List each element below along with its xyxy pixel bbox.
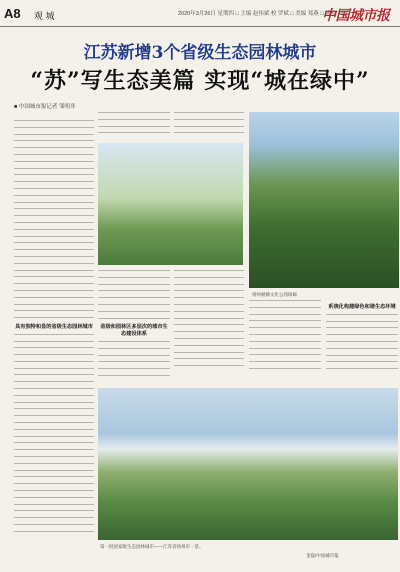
photo-credit: 金磊/中国城市报 xyxy=(306,553,339,558)
masthead xyxy=(0,0,400,27)
photo-riverside-park xyxy=(98,388,398,540)
body-text-block xyxy=(98,112,170,133)
kicker-headline: 江苏新增3个省级生态园林城市 xyxy=(83,43,317,63)
body-text-block xyxy=(174,112,244,133)
page-number: A8 xyxy=(4,6,21,21)
article-column-1 xyxy=(14,112,94,538)
article-column-2-lower xyxy=(98,270,170,382)
subhead-3: 系统化构建绿色和谐生态环境 xyxy=(328,304,396,310)
body-text-block xyxy=(174,270,244,366)
subhead-1: 具有独特和显的省级生态园林城市 xyxy=(15,323,93,330)
article-column-3 xyxy=(174,112,244,139)
main-headline: “苏”写生态美篇 实现“城在绿中” xyxy=(30,68,370,94)
photo-city-skyline xyxy=(98,143,243,265)
body-text-block xyxy=(326,314,398,369)
dateline: 2020年3月26日 星期四 □ 主编 赵伟斌 校 罗斌 □ 美编 郑燕 □ 质检 刘军 xyxy=(178,11,349,17)
section-name: 观 城 xyxy=(34,11,55,21)
newspaper-logo: 中国城市报 xyxy=(322,8,390,24)
body-text-block xyxy=(98,270,170,319)
body-text-block xyxy=(14,120,94,318)
photo-caption: 第一批国家级生态园林城市——江苏省扬州市一景。 xyxy=(100,544,204,549)
subhead-2: 省级和园林区多层次的城市生态建设体系 xyxy=(100,324,168,338)
body-text-block xyxy=(98,341,170,376)
article-column-5 xyxy=(326,300,398,375)
article-column-2 xyxy=(98,112,170,139)
body-text-block xyxy=(14,334,94,532)
article-column-3-lower xyxy=(174,270,244,372)
article-column-4 xyxy=(249,300,321,375)
photo-green-corridor xyxy=(249,112,399,288)
photo-caption: 扬州赫赫文化公园绿廊 xyxy=(252,292,297,297)
byline: ■ 中国城市报记者 邹明非 xyxy=(14,104,76,110)
body-text-block xyxy=(249,300,321,369)
